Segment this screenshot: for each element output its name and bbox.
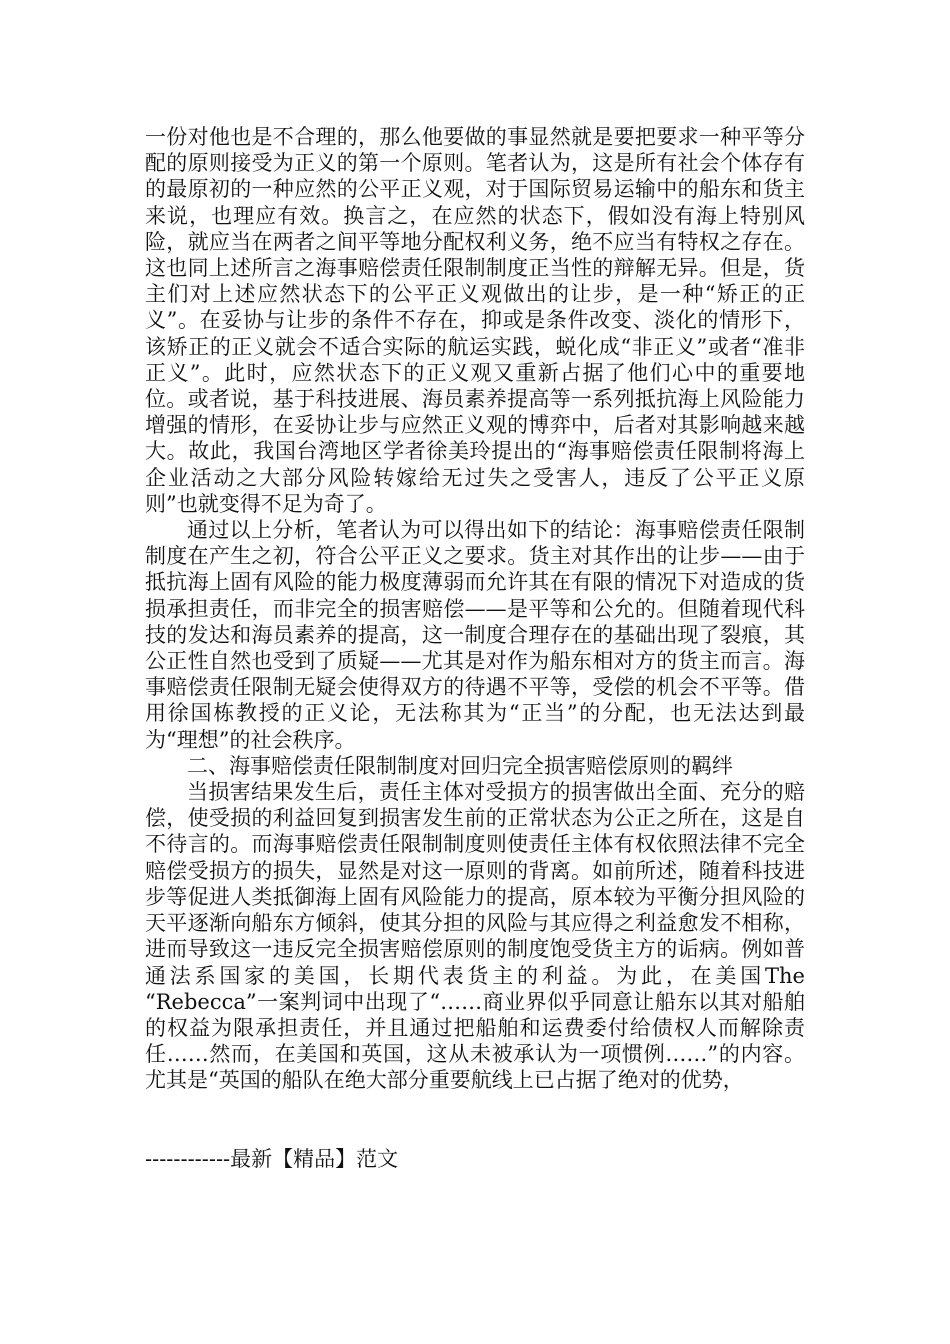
paragraph-conclusion: 通过以上分析，笔者认为可以得出如下的结论：海事赔偿责任限制制度在产生之初，符合公平正义之要求。货主对其作出的让步——由于抵抗海上固有风险的能力极度薄弱而允许其在有限的情况下对造成的货损承担责任，而非完全的损害赔偿——是平等和公允的。但随着现代科技的发达和海员素养的提高，这一制度合理存在的基础出现了裂痕，其公正性自然也受到了质疑——尤其是对作为船东相对方的货主而言。海事赔偿责任限制无疑会使得双方的待遇不平等，受偿的机会不平等。借用徐国栋教授的正义论，无法称其为“正当”的分配，也无法达到最为“理想”的社会秩序。 [145, 518, 805, 752]
document-body [145, 124, 805, 1094]
paragraph-continuation: 一份对他也是不合理的，那么他要做的事显然就是要把要求一种平等分配的原则接受为正义的第一个原则。笔者认为，这是所有社会个体存有的最原初的一种应然的公平正义观，对于国际贸易运输中的船东和货主来说，也理应有效。换言之，在应然的状态下，假如没有海上特别风险，就应当在两者之间平等地分配权利义务，绝不应当有特权之存在。这也同上述所言之海事赔偿责任限制制度正当性的辩解无异。但是，货主们对上述应然状态下的公平正义观做出的让步，是一种“矫正的正义”。在妥协与让步的条件不存在，抑或是条件改变、淡化的情形下，该矫正的正义就会不适合实际的航运实践，蜕化成“非正义”或者“准非正义”。此时，应然状态下的正义观又重新占据了他们心中的重要地位。或者说，基于科技进展、海员素养提高等一系列抵抗海上风险能力增强的情形，在妥协让步与应然正义观的博弈中，后者对其影响越来越大。故此，我国台湾地区学者徐美玲提出的“海事赔偿责任限制将海上企业活动之大部分风险转嫁给无过失之受害人，违反了公平正义原则”也就变得不足为奇了。 [145, 125, 805, 516]
paragraph-full-compensation: 当损害结果发生后，责任主体对受损方的损害做出全面、充分的赔偿，使受损的利益回复到损害发生前的正常状态为公正之所在，这是自不待言的。而海事赔偿责任限制制度则使责任主体有权依照法律不完全赔偿受损方的损失，显然是对这一原则的背离。如前所述，随着科技进步等促进人类抵御海上固有风险能力的提高，原本较为平衡分担风险的天平逐渐向船东方倾斜，使其分担的风险与其应得之利益愈发不相称，进而导致这一违反完全损害赔偿原则的制度饱受货主方的诟病。例如普通法系国家的美国，长期代表货主的利益。为此，在美国The “Rebecca”一案判词中出现了“……商业界似乎同意让船东以其对船舶的权益为限承担责任，并且通过把船舶和运费委付给债权人而解除责任……然而，在美国和英国，这从未被承认为一项惯例……”的内容。尤其是“英国的船队在绝大部分重要航线上已占据了绝对的优势， [145, 780, 805, 1093]
page-footer: ------------最新【精品】范文 [145, 1147, 399, 1171]
section-heading: 二、海事赔偿责任限制制度对回归完全损害赔偿原则的羁绊 [187, 753, 733, 778]
